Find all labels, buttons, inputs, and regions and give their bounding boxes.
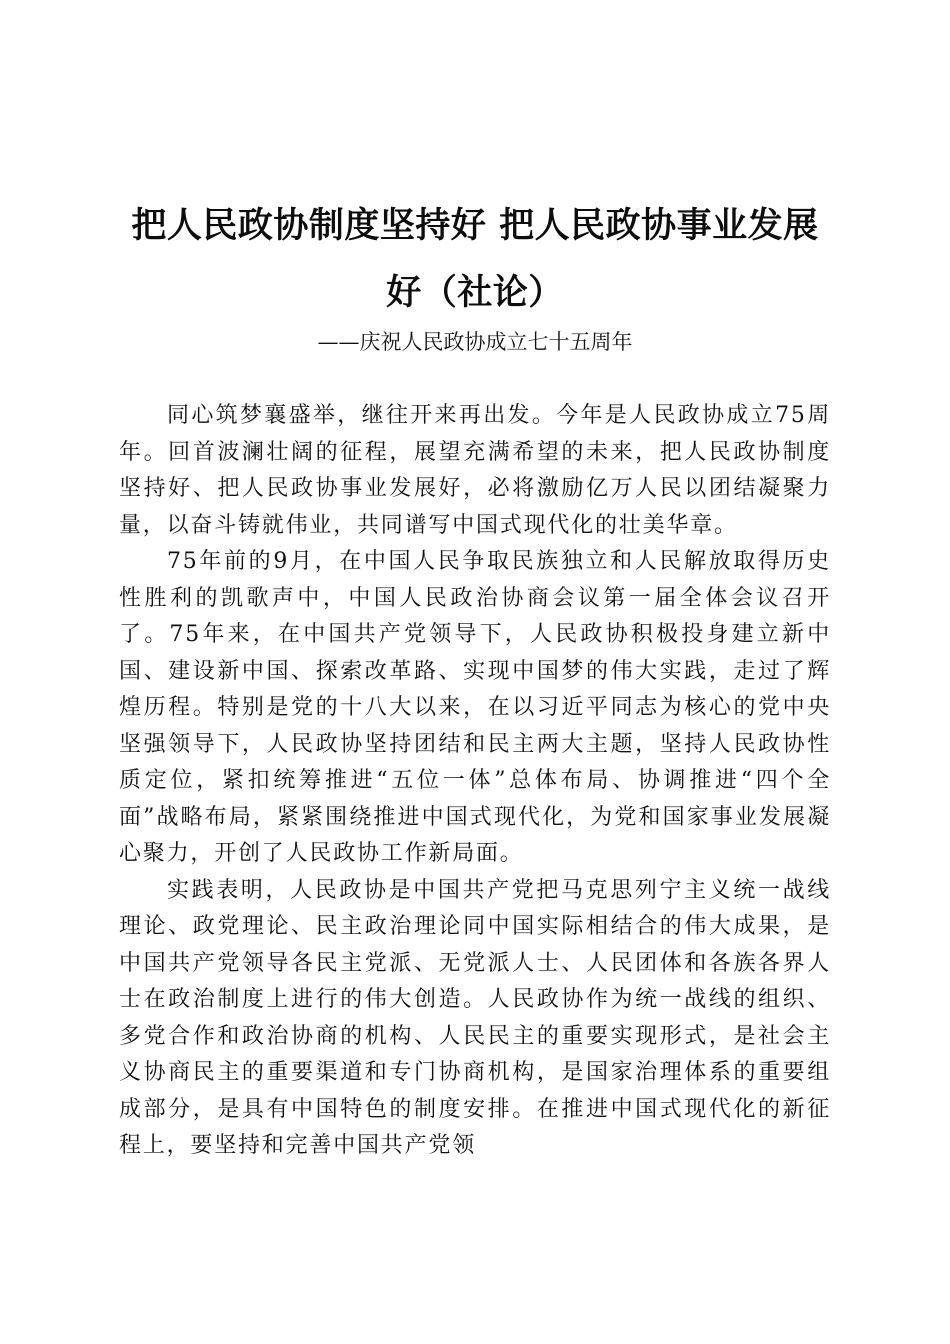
paragraph-2: 75年前的9月，在中国人民争取民族独立和人民解放取得历史性胜利的凯歌声中，中国人民政治协商会议第一届全体会议召开了。75年来，在中国共产党领导下，人民政协积极投身建立新中国、建设新中国、探索改革路、实现中国梦的伟大实践，走过了辉煌历程。特别是党的十八大以来，在以习近平同志为核心的党中央坚强领导下，人民政协坚持团结和民主两大主题，坚持人民政协性质定位，紧扣统筹推进“五位一体”总体布局、协调推进“四个全面”战略布局，紧紧围绕推进中国式现代化，为党和国家事业发展凝心聚力，开创了人民政协工作新局面。 [119, 549, 831, 866]
title-line-1: 把人民政协制度坚持好 把人民政协事业发展 [131, 206, 819, 246]
subtitle: ——庆祝人民政协成立七十五周年 [317, 330, 633, 354]
article-body [119, 398, 831, 1165]
title-line-2: 好（社论） [386, 273, 564, 313]
paragraph-1: 同心筑梦襄盛举，继往开来再出发。今年是人民政协成立75周年。回首波澜壮阔的征程，展望充满希望的未来，把人民政协制度坚持好、把人民政协事业发展好，必将激励亿万人民以团结凝聚力量，以奋斗铸就伟业，共同谱写中国式现代化的壮美华章。 [119, 403, 831, 538]
paragraph-3: 实践表明，人民政协是中国共产党把马克思列宁主义统一战线理论、政党理论、民主政治理论同中国实际相结合的伟大成果，是中国共产党领导各民主党派、无党派人士、人民团体和各族各界人士在政治制度上进行的伟大创造。人民政协作为统一战线的组织、多党合作和政治协商的机构、人民民主的重要实现形式，是社会主义协商民主的重要渠道和专门协商机构，是国家治理体系的重要组成部分，是具有中国特色的制度安排。在推进中国式现代化的新征程上，要坚持和完善中国共产党领 [119, 877, 831, 1158]
